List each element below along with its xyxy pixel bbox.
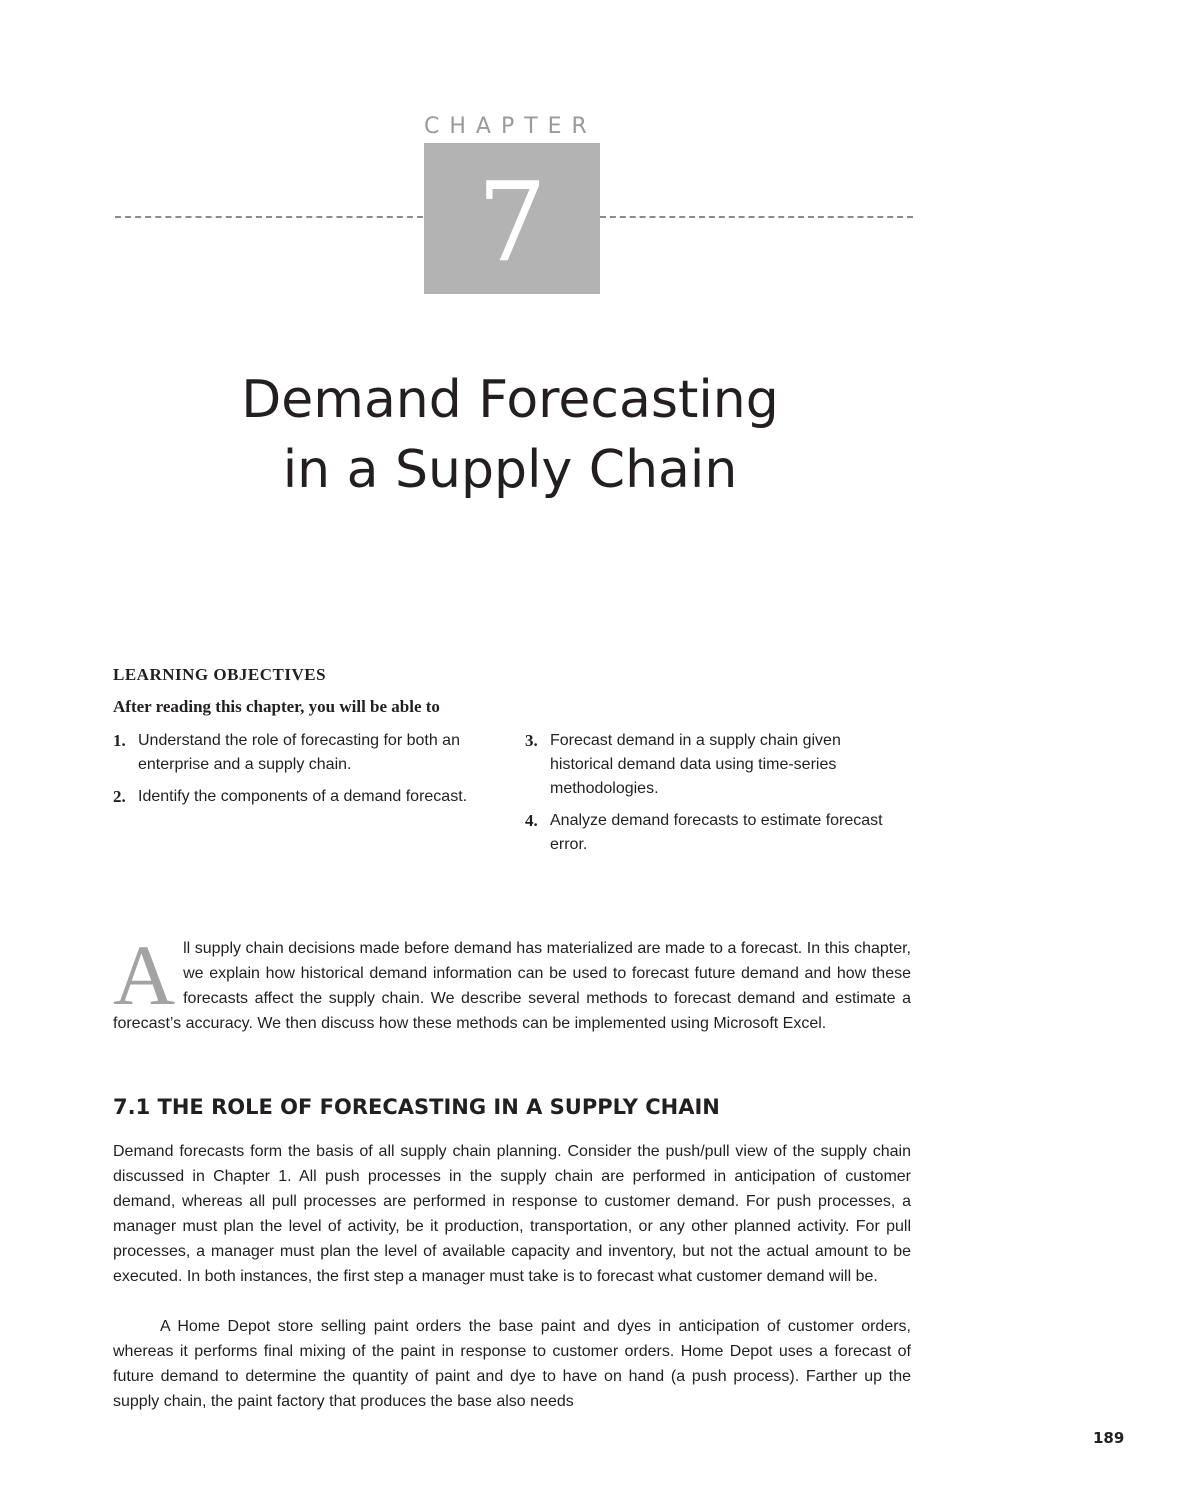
intro-text: ll supply chain decisions made before demand has materialized are made to a forecast. In this chapter, we explain how historical demand information can be used to forecast future demand and how these forecasts affect the supply chain. We describe several methods to forecast demand and estimate a forecast’s accuracy. We then discuss how these methods can be implemented using Microsoft Excel. xyxy=(113,940,911,1032)
learning-objectives-heading: LEARNING OBJECTIVES xyxy=(113,665,327,684)
chapter-label: CHAPTER xyxy=(424,114,597,139)
intro-paragraph xyxy=(113,927,911,1036)
objective-text: Forecast demand in a supply chain given historical demand data using time-series methodologies. xyxy=(550,732,841,797)
objective-item xyxy=(525,729,905,801)
section-heading: 7.1 THE ROLE OF FORECASTING IN A SUPPLY CHAIN xyxy=(113,1095,720,1119)
body-paragraph: Demand forecasts form the basis of all supply chain planning. Consider the push/pull view of the supply chain discussed in Chapter 1. All push processes in the supply chain are performed in anticipation of customer demand, whereas all pull processes are performed in response to customer demand. For push processes, a manager must plan the level of activity, be it production, transportation, or any other planned activity. For pull processes, a manager must plan the level of available capacity and inventory, but not the actual amount to be executed. In both instances, the first step a manager must take is to forecast what customer demand will be. xyxy=(113,1143,911,1285)
dashed-rule-right xyxy=(600,216,913,218)
objective-number: 2. xyxy=(113,787,126,806)
drop-cap: A xyxy=(113,927,176,1023)
chapter-title xyxy=(150,365,870,505)
page-number: 189 xyxy=(1093,1429,1125,1447)
objective-item xyxy=(113,785,493,809)
learning-objectives-intro: After reading this chapter, you will be able to xyxy=(113,697,440,716)
objective-text: Identify the components of a demand forecast. xyxy=(138,788,468,805)
objective-item xyxy=(525,809,905,857)
objective-number: 3. xyxy=(525,731,538,750)
body-paragraph: A Home Depot store selling paint orders the base paint and dyes in anticipation of customer orders, whereas it performs final mixing of the paint in response to customer orders. Home Depot uses a forecast of future demand to determine the quantity of paint and dye to have on hand (a push process). Farther up the supply chain, the paint factory that produces the base also needs xyxy=(113,1318,911,1410)
objective-text: Analyze demand forecasts to estimate forecast error. xyxy=(550,812,883,853)
objective-text: Understand the role of forecasting for both an enterprise and a supply chain. xyxy=(138,732,460,773)
chapter-number-box xyxy=(424,143,600,294)
dashed-rule-left xyxy=(115,216,423,218)
objectives-column-right xyxy=(525,729,905,865)
objectives-column-left xyxy=(113,729,493,817)
chapter-title-line-1: Demand Forecasting xyxy=(241,370,779,430)
objective-number: 4. xyxy=(525,811,538,830)
chapter-title-line-2: in a Supply Chain xyxy=(282,440,738,500)
chapter-number: 7 xyxy=(477,158,547,286)
objective-number: 1. xyxy=(113,731,126,750)
objective-item xyxy=(113,729,493,777)
